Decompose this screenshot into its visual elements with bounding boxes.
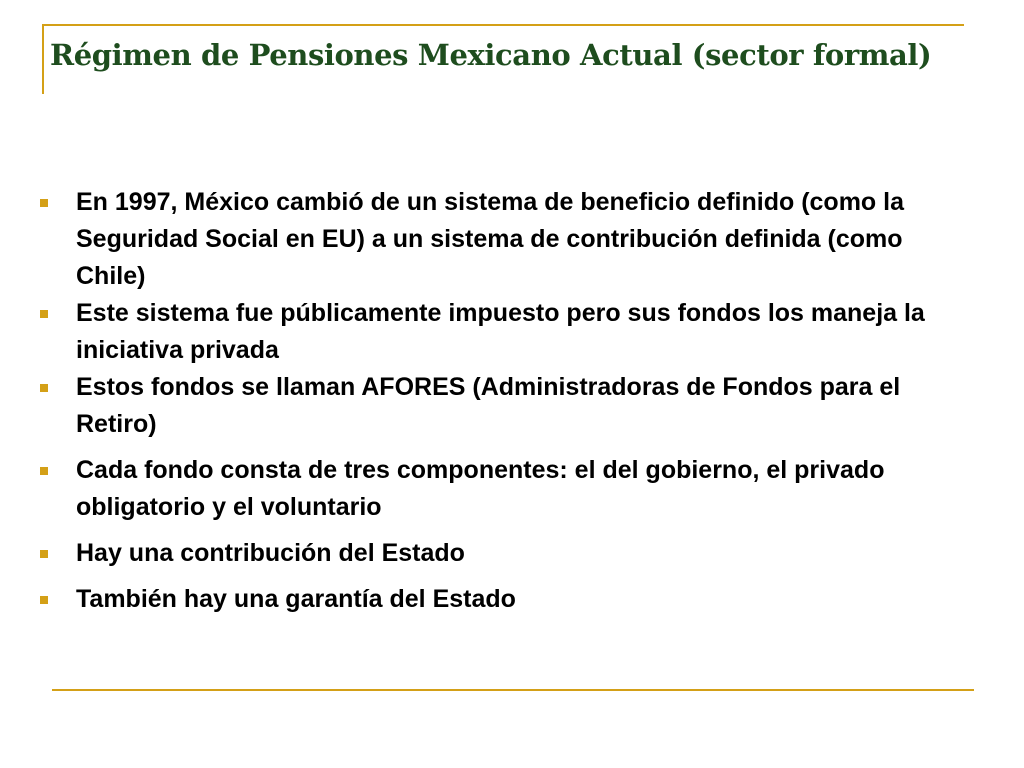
square-bullet-icon [40, 550, 48, 558]
bullet-text: Estos fondos se llaman AFORES (Administradoras de Fondos para el Retiro) [76, 373, 901, 438]
bullet-text: Cada fondo consta de tres componentes: el del gobierno, el privado obligatorio y el voluntario [76, 456, 885, 521]
list-item [36, 369, 966, 443]
bottom-divider [52, 689, 974, 691]
bullet-list [36, 184, 966, 618]
list-item [36, 535, 966, 572]
slide-title: Régimen de Pensiones Mexicano Actual (sector formal) [50, 38, 932, 72]
bullet-text: También hay una garantía del Estado [76, 585, 516, 613]
bullet-text: Este sistema fue públicamente impuesto pero sus fondos los maneja la iniciativa privada [76, 299, 925, 364]
list-item [36, 581, 966, 618]
square-bullet-icon [40, 310, 48, 318]
square-bullet-icon [40, 596, 48, 604]
top-divider [42, 24, 964, 26]
square-bullet-icon [40, 199, 48, 207]
list-item [36, 184, 966, 295]
square-bullet-icon [40, 467, 48, 475]
list-item [36, 452, 966, 526]
list-item [36, 295, 966, 369]
square-bullet-icon [40, 384, 48, 392]
title-bracket [42, 24, 44, 94]
bullet-text: En 1997, México cambió de un sistema de beneficio definido (como la Seguridad Social en EU) a un sistema de contribución definida (como Chile) [76, 188, 904, 290]
bullet-text: Hay una contribución del Estado [76, 539, 465, 567]
